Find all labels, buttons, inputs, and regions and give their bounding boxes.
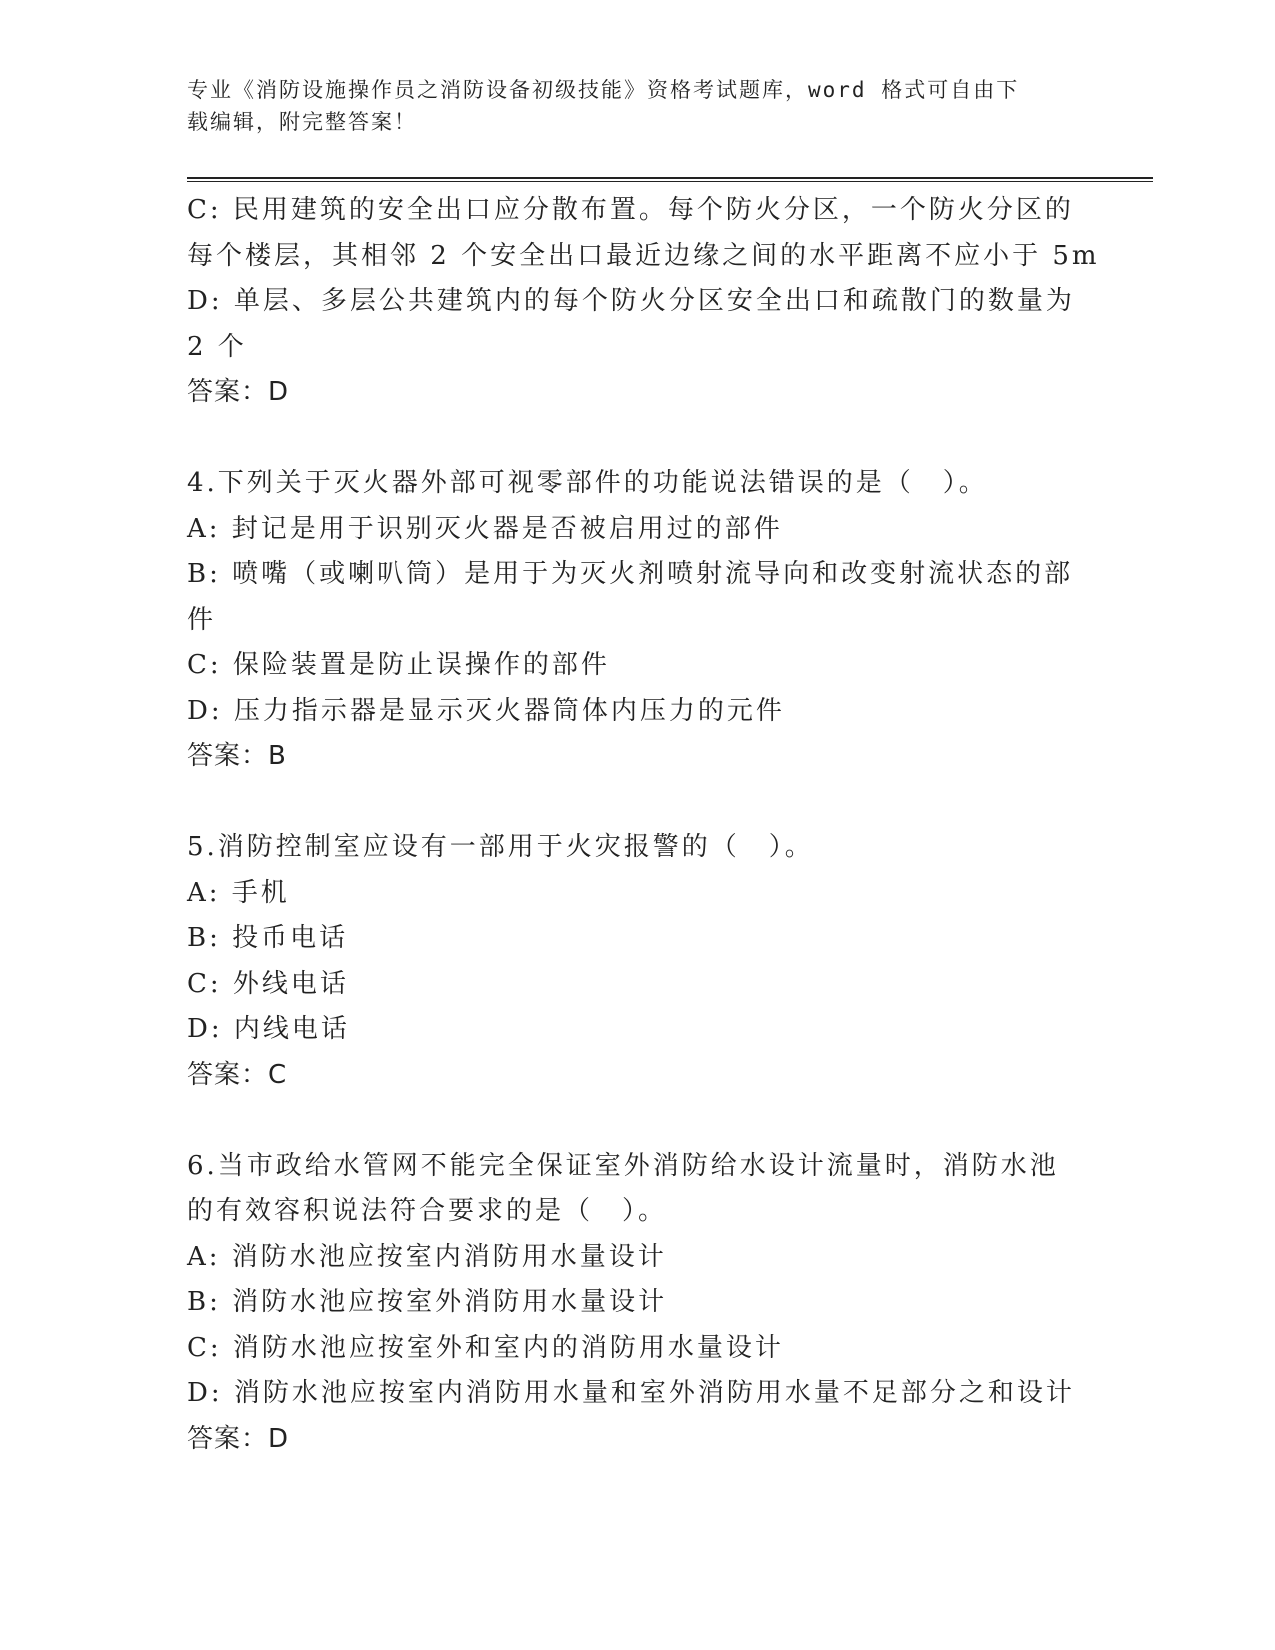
question-6 bbox=[187, 1144, 1087, 1463]
answer: 答案：D bbox=[187, 377, 290, 407]
option-b: B: 投币电话 bbox=[187, 923, 349, 953]
question-5 bbox=[187, 825, 1087, 1098]
option-b: B: 消防水池应按室外消防用水量设计 bbox=[187, 1287, 668, 1317]
answer: 答案：D bbox=[187, 1423, 290, 1454]
option-d: D: 内线电话 bbox=[187, 1014, 350, 1044]
header-line-1: 专业《消防设施操作员之消防设备初级技能》资格考试题库，word 格式可自由下 bbox=[187, 78, 1020, 102]
option-c: C: 保险装置是防止误操作的部件 bbox=[187, 650, 610, 680]
option-c: C: 外线电话 bbox=[187, 968, 349, 999]
option-b-line-2: 件 bbox=[187, 604, 217, 635]
question-3-tail bbox=[187, 188, 1100, 416]
question-text: 4.下列关于灭火器外部可视零部件的功能说法错误的是（ ）。 bbox=[187, 468, 988, 498]
answer: 答案：B bbox=[187, 741, 287, 771]
question-text: 5.消防控制室应设有一部用于火灾报警的（ ）。 bbox=[187, 832, 814, 862]
question-content bbox=[187, 188, 1100, 1462]
option-d-line-1: D: 单层、多层公共建筑内的每个防火分区安全出口和疏散门的数量为 bbox=[187, 286, 1075, 316]
document-header bbox=[187, 74, 1067, 138]
option-d-line-2: 2 个 bbox=[187, 331, 247, 362]
option-b-line-1: B: 喷嘴（或喇叭筒）是用于为灭火剂喷射流导向和改变射流状态的部 bbox=[187, 559, 1074, 589]
option-d: D: 消防水池应按室内消防用水量和室外消防用水量不足部分之和设计 bbox=[187, 1378, 1075, 1408]
option-c-line-2: 每个楼层，其相邻 2 个安全出口最近边缘之间的水平距离不应小于 5m bbox=[187, 240, 1100, 271]
header-divider-thick bbox=[187, 177, 1153, 179]
option-c: C: 消防水池应按室外和室内的消防用水量设计 bbox=[187, 1332, 784, 1363]
option-a: A: 封记是用于识别灭火器是否被启用过的部件 bbox=[187, 513, 783, 544]
option-a: A: 消防水池应按室内消防用水量设计 bbox=[187, 1241, 667, 1272]
option-c-line-1: C: 民用建筑的安全出口应分散布置。每个防火分区，一个防火分区的 bbox=[187, 195, 1074, 225]
option-d: D: 压力指示器是显示灭火器筒体内压力的元件 bbox=[187, 695, 785, 726]
question-4 bbox=[187, 461, 1087, 780]
answer: 答案：C bbox=[187, 1059, 288, 1090]
header-line-2: 载编辑，附完整答案！ bbox=[187, 110, 417, 134]
option-a: A: 手机 bbox=[187, 877, 290, 908]
header-divider-thin bbox=[187, 181, 1153, 182]
question-text-line-1: 6.当市政给水管网不能完全保证室外消防给水设计流量时，消防水池 bbox=[187, 1150, 1059, 1181]
question-text-line-2: 的有效容积说法符合要求的是（ ）。 bbox=[187, 1196, 668, 1226]
